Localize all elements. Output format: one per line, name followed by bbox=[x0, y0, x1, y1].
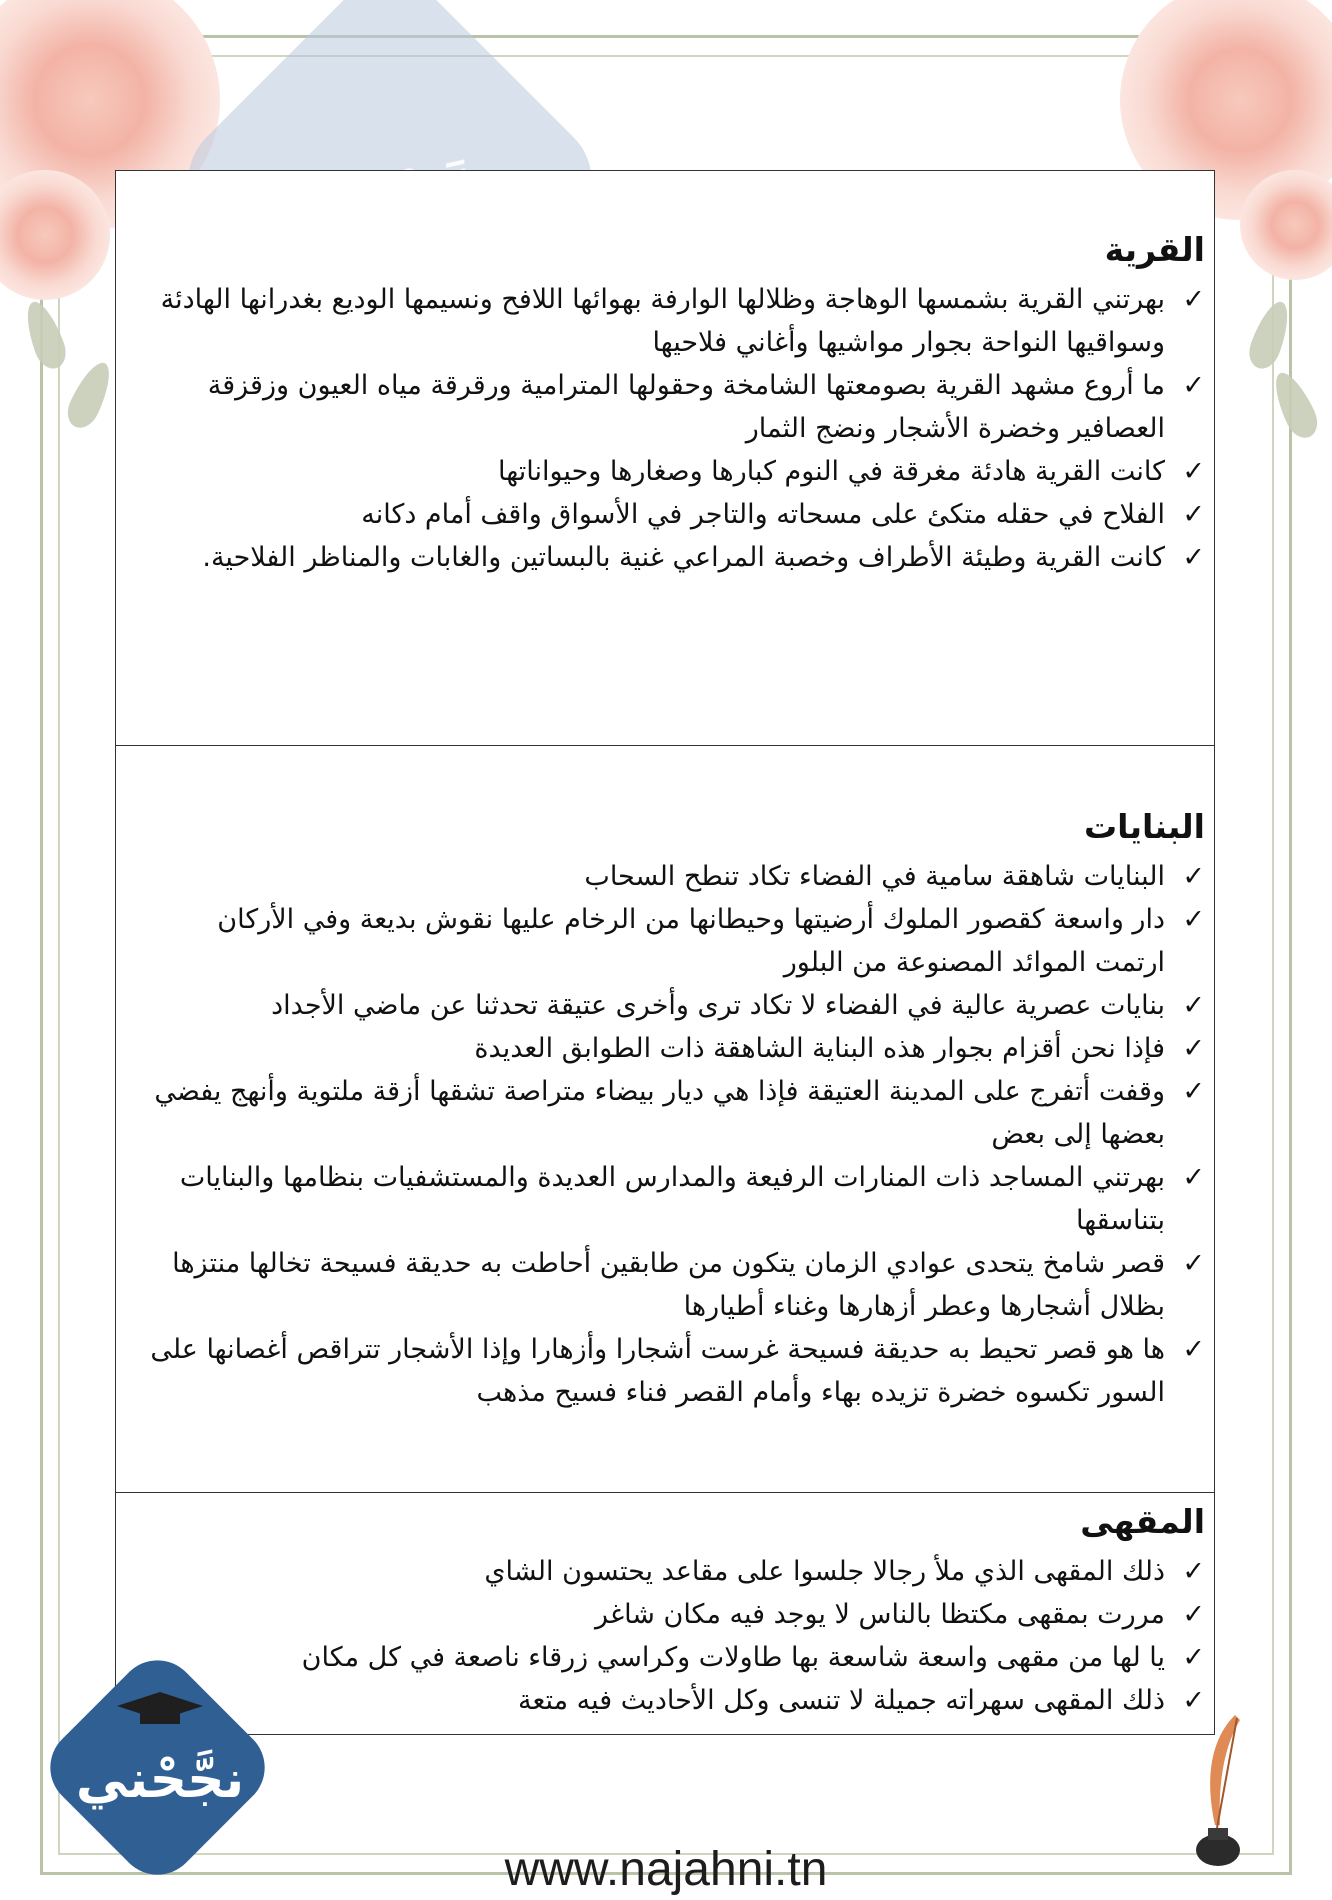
list-item bbox=[145, 898, 1205, 984]
check-icon: ✓ bbox=[1182, 1642, 1205, 1673]
check-icon: ✓ bbox=[1182, 1599, 1205, 1630]
check-icon: ✓ bbox=[1182, 990, 1205, 1021]
bullet-list bbox=[145, 855, 1205, 1414]
item-text: بنايات عصرية عالية في الفضاء لا تكاد ترى وأخرى عتيقة تحدثنا عن ماضي الأجداد bbox=[271, 990, 1165, 1021]
list-item bbox=[145, 984, 1205, 1027]
list-item bbox=[145, 364, 1205, 450]
bullet-list bbox=[145, 278, 1205, 579]
check-icon: ✓ bbox=[1182, 542, 1205, 573]
check-icon: ✓ bbox=[1182, 499, 1205, 530]
item-text: ذلك المقهى الذي ملأ رجالا جلسوا على مقاعد يحتسون الشاي bbox=[484, 1556, 1165, 1587]
check-icon: ✓ bbox=[1182, 1162, 1205, 1193]
list-item bbox=[145, 855, 1205, 898]
list-item bbox=[145, 278, 1205, 364]
check-icon: ✓ bbox=[1182, 861, 1205, 892]
graduation-cap-icon bbox=[115, 1690, 205, 1730]
section-cafe bbox=[145, 1500, 1205, 1722]
check-icon: ✓ bbox=[1182, 1685, 1205, 1716]
section-village bbox=[145, 228, 1205, 579]
check-icon: ✓ bbox=[1182, 284, 1205, 315]
item-text: ها هو قصر تحيط به حديقة فسيحة غرست أشجارا وأزهارا وإذا الأشجار تتراقص أغصانها على السور تكسوه خضرة تزيده بهاء وأمام القصر فناء فسيح مذهب bbox=[150, 1334, 1165, 1408]
check-icon: ✓ bbox=[1182, 1033, 1205, 1064]
list-item bbox=[145, 1242, 1205, 1328]
section-title: القرية bbox=[1104, 230, 1205, 269]
section-divider-2 bbox=[115, 1492, 1215, 1493]
item-text: يا لها من مقهى واسعة شاسعة بها طاولات وكراسي زرقاء ناصعة في كل مكان bbox=[301, 1642, 1165, 1673]
list-item bbox=[145, 1636, 1205, 1679]
bullet-list bbox=[145, 1550, 1205, 1722]
section-title: المقهى bbox=[1080, 1502, 1205, 1541]
check-icon: ✓ bbox=[1182, 1248, 1205, 1279]
item-text: وقفت أتفرج على المدينة العتيقة فإذا هي ديار بيضاء متراصة تشقها أزقة ملتوية وأنهج يفضي بعضها إلى بعض bbox=[154, 1076, 1165, 1150]
check-icon: ✓ bbox=[1182, 1556, 1205, 1587]
list-item bbox=[145, 1027, 1205, 1070]
footer-url[interactable]: www.najahni.tn bbox=[504, 1843, 828, 1896]
list-item bbox=[145, 1328, 1205, 1414]
item-text: كانت القرية هادئة مغرقة في النوم كبارها وصغارها وحيواناتها bbox=[498, 456, 1165, 487]
section-divider-1 bbox=[115, 745, 1215, 746]
check-icon: ✓ bbox=[1182, 904, 1205, 935]
item-text: كانت القرية وطيئة الأطراف وخصبة المراعي غنية بالبساتين والغابات والمناظر الفلاحية. bbox=[202, 542, 1165, 573]
list-item bbox=[145, 1070, 1205, 1156]
item-text: البنايات شاهقة سامية في الفضاء تكاد تنطح السحاب bbox=[584, 861, 1165, 892]
item-text: مررت بمقهى مكتظا بالناس لا يوجد فيه مكان شاغر bbox=[595, 1599, 1165, 1630]
item-text: فإذا نحن أقزام بجوار هذه البناية الشاهقة ذات الطوابق العديدة bbox=[474, 1033, 1165, 1064]
section-title: البنايات bbox=[1084, 807, 1205, 846]
item-text: ذلك المقهى سهراته جميلة لا تنسى وكل الأحاديث فيه متعة bbox=[517, 1685, 1165, 1716]
check-icon: ✓ bbox=[1182, 370, 1205, 401]
item-text: دار واسعة كقصور الملوك أرضيتها وحيطانها من الرخام عليها نقوش بديعة وفي الأركان ارتمت الموائد المصنوعة من البلور bbox=[217, 904, 1165, 978]
list-item bbox=[145, 450, 1205, 493]
check-icon: ✓ bbox=[1182, 1334, 1205, 1365]
list-item bbox=[145, 1156, 1205, 1242]
item-text: بهرتني القرية بشمسها الوهاجة وظلالها الوارفة بهوائها اللافح ونسيمها الوديع بغدرانها الهادئة وسواقيها النواحة بجوار مواشيها وأغاني فلاحيها bbox=[160, 284, 1165, 358]
check-icon: ✓ bbox=[1182, 456, 1205, 487]
list-item bbox=[145, 1593, 1205, 1636]
check-icon: ✓ bbox=[1182, 1076, 1205, 1107]
item-text: الفلاح في حقله متكئ على مسحاته والتاجر في الأسواق واقف أمام دكانه bbox=[361, 499, 1165, 530]
list-item bbox=[145, 536, 1205, 579]
list-item bbox=[145, 1679, 1205, 1722]
list-item bbox=[145, 493, 1205, 536]
list-item bbox=[145, 1550, 1205, 1593]
section-buildings bbox=[145, 805, 1205, 1414]
item-text: بهرتني المساجد ذات المنارات الرفيعة والمدارس العديدة والمستشفيات بنظامها والبنايات بتناسقها bbox=[179, 1162, 1165, 1236]
brand-logo-text: نجَّحْني bbox=[75, 1750, 245, 1810]
item-text: قصر شامخ يتحدى عوادي الزمان يتكون من طابقين أحاطت به حديقة فسيحة تخالها منتزها بظلال أشجارها وعطر أزهارها وغناء أطيارها bbox=[172, 1248, 1165, 1322]
item-text: ما أروع مشهد القرية بصومعتها الشامخة وحقولها المترامية ورقرقة مياه العيون وزقزقة العصافير وخضرة الأشجار ونضج الثمار bbox=[207, 370, 1165, 444]
